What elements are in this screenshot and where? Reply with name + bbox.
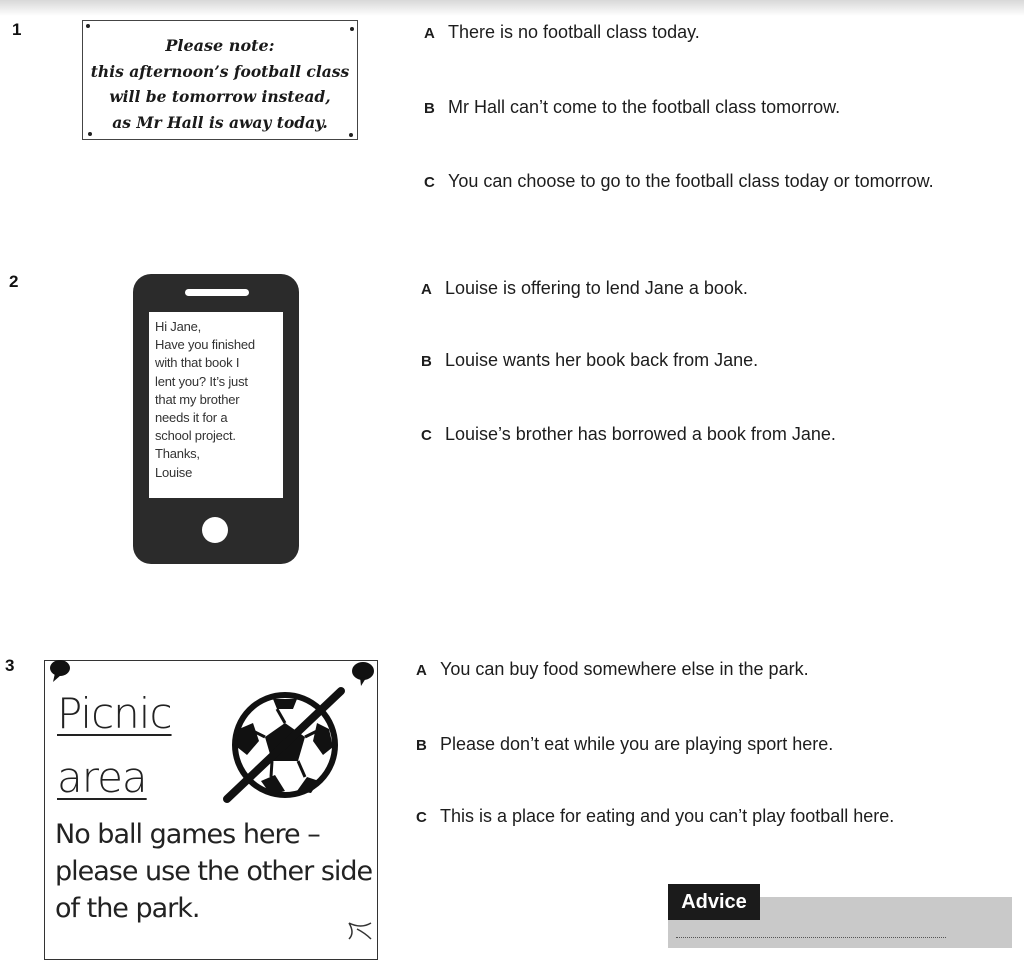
question-1-number: 1 bbox=[12, 20, 22, 39]
option-text: There is no football class today. bbox=[448, 22, 700, 42]
pin-icon bbox=[350, 27, 354, 31]
pin-icon bbox=[88, 132, 92, 136]
pin-icon bbox=[349, 133, 353, 137]
option-text: Mr Hall can’t come to the football class tomorrow. bbox=[448, 97, 841, 117]
question-3-number: 3 bbox=[5, 656, 15, 675]
option-3c[interactable] bbox=[416, 806, 894, 827]
picnic-area-sign bbox=[44, 660, 378, 960]
option-text: Please don’t eat while you are playing sport here. bbox=[440, 734, 834, 754]
option-letter: B bbox=[421, 353, 432, 370]
curl-icon bbox=[345, 919, 375, 941]
option-2c[interactable] bbox=[421, 424, 836, 445]
phone-speaker bbox=[185, 289, 249, 296]
option-letter: B bbox=[416, 737, 427, 754]
option-text: You can buy food somewhere else in the park. bbox=[440, 659, 809, 679]
advice-heading: Advice bbox=[668, 884, 760, 920]
option-letter: C bbox=[424, 174, 435, 191]
option-1c[interactable] bbox=[424, 171, 934, 192]
text-message: Hi Jane, Have you finished with that book I lent you? It’s just that my brother needs it for a school project. Thanks, Louise bbox=[155, 319, 255, 480]
option-letter: A bbox=[421, 281, 432, 298]
sign-title-area: area bbox=[57, 753, 147, 802]
option-1a[interactable] bbox=[424, 22, 700, 43]
home-button-icon bbox=[202, 517, 228, 543]
option-2a[interactable] bbox=[421, 278, 748, 299]
option-3b[interactable] bbox=[416, 734, 833, 755]
pin-bubble-icon bbox=[49, 659, 71, 683]
option-letter: A bbox=[416, 662, 427, 679]
football-notice bbox=[82, 20, 358, 140]
pin-icon bbox=[86, 24, 90, 28]
notice-line: Please note: bbox=[165, 36, 275, 55]
question-2-number: 2 bbox=[9, 272, 19, 291]
option-letter: C bbox=[416, 809, 427, 826]
phone-illustration bbox=[133, 274, 299, 564]
sign-title-picnic: Picnic bbox=[57, 689, 172, 738]
option-letter: C bbox=[421, 427, 432, 444]
option-2b[interactable] bbox=[421, 350, 758, 371]
top-shadow bbox=[0, 0, 1024, 16]
notice-line: will be tomorrow instead, bbox=[109, 87, 331, 106]
option-letter: A bbox=[424, 25, 435, 42]
option-1b[interactable] bbox=[424, 97, 840, 118]
option-text: Louise’s brother has borrowed a book from Jane. bbox=[445, 424, 836, 444]
option-3a[interactable] bbox=[416, 659, 809, 680]
notice-line: this afternoon’s football class bbox=[90, 61, 350, 81]
no-football-icon bbox=[221, 685, 347, 805]
sign-body-text: No ball games here – please use the other side of the park. bbox=[55, 819, 373, 924]
pin-bubble-icon bbox=[351, 661, 375, 687]
option-text: Louise wants her book back from Jane. bbox=[445, 350, 759, 370]
advice-cut-line bbox=[676, 937, 946, 941]
notice-line: as Mr Hall is away today. bbox=[112, 112, 328, 132]
option-text: Louise is offering to lend Jane a book. bbox=[445, 278, 748, 298]
option-letter: B bbox=[424, 100, 435, 117]
option-text: You can choose to go to the football class today or tomorrow. bbox=[448, 171, 934, 191]
option-text: This is a place for eating and you can’t play football here. bbox=[440, 806, 895, 826]
